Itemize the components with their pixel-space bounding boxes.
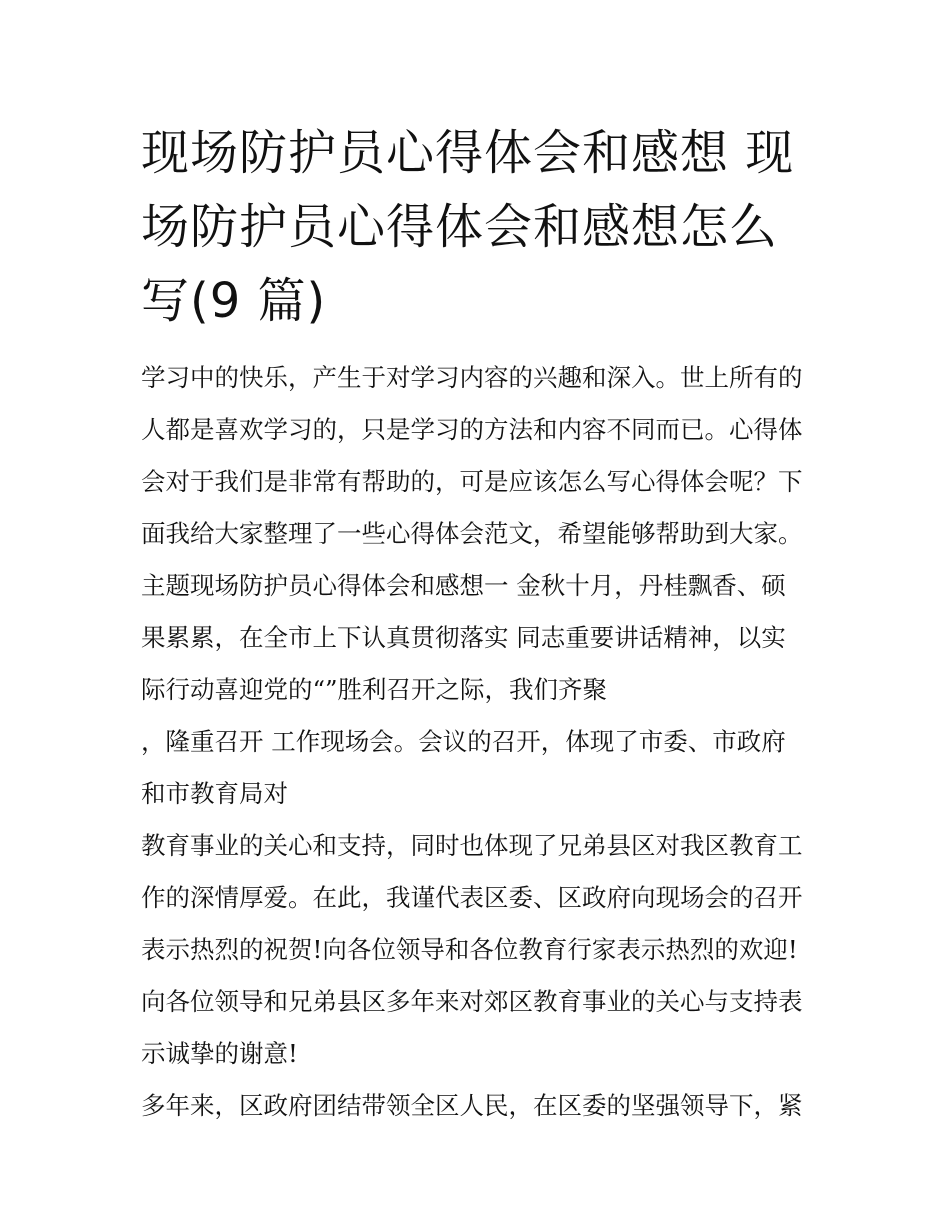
body-line: 人都是喜欢学习的，只是学习的方法和内容不同而已。心得体 [141, 415, 803, 444]
document-body [141, 352, 831, 1132]
body-line: 主题现场防护员心得体会和感想一 金秋十月，丹桂飘香、硕 [141, 571, 786, 600]
title-line: 写(9 篇) [141, 273, 327, 329]
body-line: 示诚挚的谢意! [141, 1039, 298, 1068]
body-line: 学习中的快乐，产生于对学习内容的兴趣和深入。世上所有的 [141, 363, 803, 392]
document-title [141, 116, 821, 338]
body-line: 表示热烈的祝贺!向各位领导和各位教育行家表示热烈的欢迎! [141, 935, 798, 964]
body-line: 教育事业的关心和支持，同时也体现了兄弟县区对我区教育工 [141, 831, 803, 860]
body-line: 际行动喜迎党的“”胜利召开之际，我们齐聚 [141, 675, 608, 704]
body-line: 和市教育局对 [141, 779, 288, 808]
title-line: 场防护员心得体会和感想怎么 [141, 199, 779, 255]
body-line: 果累累，在全市上下认真贯彻落实 同志重要讲话精神，以实 [141, 623, 786, 652]
body-line: ，隆重召开 工作现场会。会议的召开，体现了市委、市政府 [141, 727, 786, 756]
body-line: 会对于我们是非常有帮助的，可是应该怎么写心得体会呢？下 [141, 467, 803, 496]
body-line: 向各位领导和兄弟县区多年来对郊区教育事业的关心与支持表 [141, 987, 803, 1016]
body-line: 面我给大家整理了一些心得体会范文，希望能够帮助到大家。 [141, 519, 803, 548]
title-line: 现场防护员心得体会和感想 现 [141, 125, 795, 181]
body-line: 作的深情厚爱。在此，我谨代表区委、区政府向现场会的召开 [141, 883, 803, 912]
body-line: 多年来，区政府团结带领全区人民，在区委的坚强领导下，紧 [141, 1091, 803, 1120]
